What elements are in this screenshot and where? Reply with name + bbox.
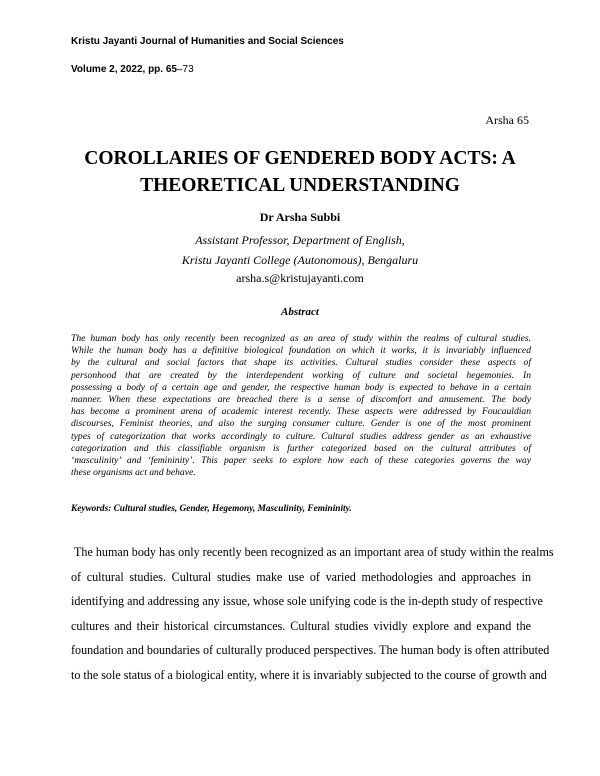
body-paragraph bbox=[71, 540, 554, 687]
abstract-line: possessing a body of a certain age and gender, the respective human body is expected to behave in a certain bbox=[71, 381, 531, 393]
journal-name: Kristu Jayanti Journal of Humanities and Social Sciences bbox=[71, 36, 344, 47]
volume-info bbox=[71, 64, 194, 75]
body-line: identifying and addressing any issue, whose sole unifying code is the in-depth study of respective bbox=[71, 594, 543, 608]
abstract-line: While the human body has a definitive biological foundation on which it works, it is invariably influenced bbox=[71, 345, 531, 357]
abstract-line: these organisms act and behave. bbox=[71, 467, 196, 479]
page-reference: Arsha 65 bbox=[485, 113, 529, 127]
article-title bbox=[40, 145, 560, 199]
body-line: to the sole status of a biological entity, where it is invariably subjected to the course of growth and bbox=[71, 667, 547, 682]
author-affiliation-institution: Kristu Jayanti College (Autonomous), Bengaluru bbox=[181, 253, 419, 267]
abstract-text bbox=[71, 333, 531, 479]
body-line: cultures and their historical circumstances. Cultural studies vividly explore and expand the bbox=[71, 618, 531, 633]
abstract-line: manner. When these expectations are breached there is a sense of discomfort and amusement. The body bbox=[71, 394, 531, 406]
title-line: THEORETICAL UNDERSTANDING bbox=[140, 175, 460, 196]
abstract-line: categorization and this classifiable organism is further categorized based on the cultural attributes of bbox=[71, 442, 531, 454]
abstract-line: personhood that are created by the interdependent working of culture and societal hegemonies. In bbox=[71, 369, 531, 381]
abstract-line: types of categorization that works accordingly to culture. Cultural studies address gender as an exhaustive bbox=[71, 430, 531, 442]
volume-pages: Volume 2, 2022, pp. 65 bbox=[71, 64, 177, 75]
title-line: COROLLARIES OF GENDERED BODY ACTS: A bbox=[84, 148, 516, 169]
abstract-heading: Abstract bbox=[281, 306, 319, 318]
abstract-line: ‘masculinity’ and ‘femininity’. This paper seeks to explore how each of these categories governs the way bbox=[71, 455, 531, 467]
author-name: Dr Arsha Subbi bbox=[259, 210, 341, 224]
abstract-line: The human body has only recently been recognized as an area of study within the realms of cultural studies. bbox=[71, 333, 531, 344]
author-email: arsha.s@kristujayanti.com bbox=[236, 271, 364, 285]
body-line: of cultural studies. Cultural studies make use of varied methodologies and approaches in bbox=[71, 569, 531, 584]
keywords: Keywords: Cultural studies, Gender, Hegemony, Masculinity, Femininity. bbox=[71, 504, 352, 514]
volume-pages-end: –73 bbox=[176, 64, 194, 75]
abstract-line: discourses, Feminist theories, and also the surging consumer culture. Gender is one of the most prominent bbox=[71, 418, 531, 430]
abstract-line: has become a prominent arena of academic interest recently. These aspects were addressed by Foucauldian bbox=[71, 406, 531, 418]
author-affiliation-position: Assistant Professor, Department of English, bbox=[195, 233, 405, 247]
abstract-line: by the cultural and social factors that shape its activities. Cultural studies consider these aspects of bbox=[71, 357, 531, 369]
body-line: The human body has only recently been recognized as an important area of study within the realms bbox=[71, 545, 554, 559]
body-line: foundation and boundaries of culturally produced perspectives. The human body is often attributed bbox=[71, 643, 550, 657]
